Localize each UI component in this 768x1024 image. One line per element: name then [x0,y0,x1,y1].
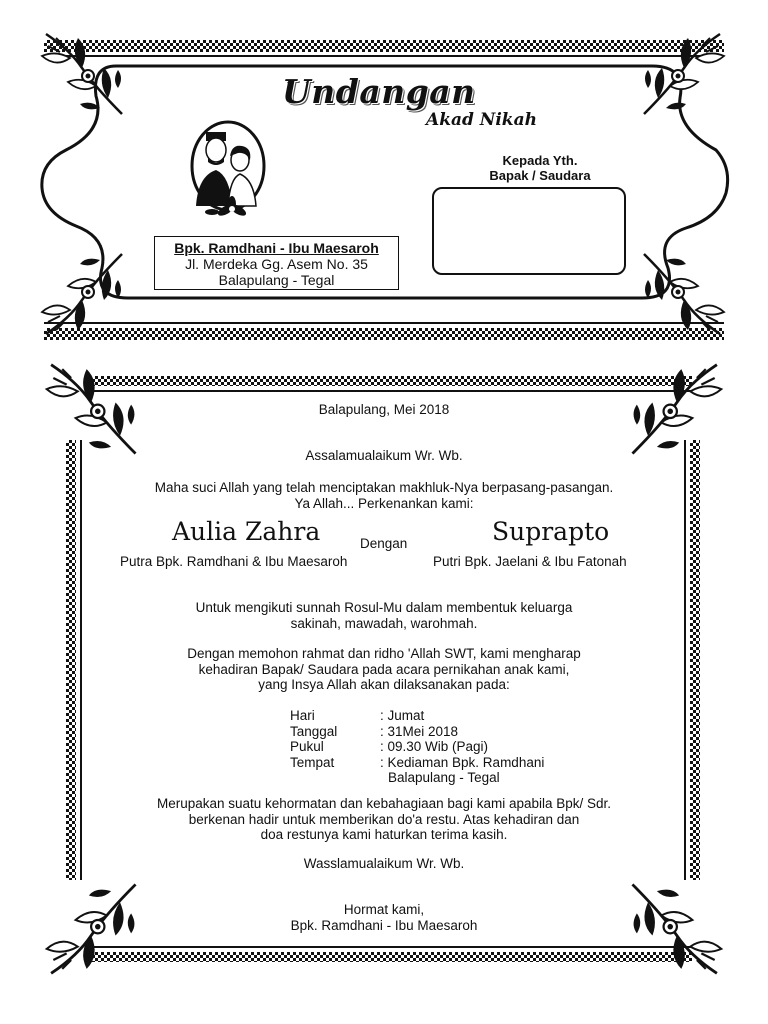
invitation-subtitle: Akad Nikah [426,110,537,130]
purpose-line2: sakinah, mawadah, warohmah. [290,615,478,631]
letter-rule-left [80,440,82,880]
request-paragraph [100,646,668,693]
schedule-row-date [290,724,544,740]
schedule-value: : 09.30 Wib (Pagi) [380,739,489,754]
signature-block [100,902,668,933]
closing-paragraph [100,796,668,843]
couple-portrait-icon [186,118,270,222]
opening-line1: Maha suci Allah yang telah menciptakan makhluk-Nya berpasang-pasangan. [154,480,614,495]
floral-corner-icon [40,358,140,458]
connector-text: Dengan [360,536,408,551]
schedule-label: Tempat [290,754,335,770]
floral-corner-icon [40,880,140,980]
request-line1: Dengan memohon rahmat dan ridho 'Allah SWT, kami mengharap [187,646,581,661]
signatory-name: Bpk. Ramdhani - Ibu Maesaroh [290,917,478,933]
schedule-value: : 31Mei 2018 [380,723,459,739]
letter-rule-top [92,390,692,392]
bride-parents: Putra Bpk. Ramdhani & Ibu Maesaroh [120,554,348,569]
letter-rule-bottom [92,946,692,948]
request-line3: yang Insya Allah akan dilaksanakan pada: [258,677,510,692]
closing-line3: doa restunya kami haturkan terima kasih. [260,827,508,842]
invitation-title: Undangan [282,72,476,111]
schedule-venue-line2: Balapulang - Tegal [388,770,500,785]
letter-border-left [66,440,76,880]
opening-paragraph [100,480,668,511]
closing-line2: berkenan hadir untuk memberikan do'a restu. Atas kehadiran dan [188,811,580,827]
envelope-border-bottom [44,328,724,340]
regards-text: Hormat kami, [343,902,425,917]
bride-name: Aulia Zahra [172,517,321,546]
opening-line2: Ya Allah... Perkenankan kami: [294,495,474,511]
floral-corner-icon [640,250,730,340]
groom-name: Suprapto [492,517,610,546]
request-line2: kehadiran Bapak/ Saudara pada acara pernikahan anak kami, [198,661,570,677]
floral-corner-icon [628,880,728,980]
purpose-paragraph [100,600,668,631]
envelope-rule-bottom [44,322,724,324]
floral-corner-icon [36,28,126,118]
schedule-value: : Kediaman Bpk. Ramdhani [380,754,545,770]
floral-corner-icon [36,250,126,340]
schedule-row-place [290,755,544,771]
letter-border-top [92,376,692,386]
closing-salutation: Wasslamualaikum Wr. Wb. [303,856,465,871]
recipient-address-box [432,187,626,275]
event-schedule [290,708,544,786]
sender-address-box [154,236,399,290]
envelope-rule-top [44,55,724,57]
schedule-row-time [290,739,544,755]
schedule-label: Tanggal [290,723,338,739]
recipient-label-line2: Bapak / Saudara [489,168,591,183]
schedule-row-place-cont [290,770,544,786]
letter-border-right [690,440,700,880]
sender-address-line1: Jl. Merdeka Gg. Asem No. 35 [185,256,368,272]
sender-address-line2: Balapulang - Tegal [218,272,335,288]
schedule-label: Hari [290,708,315,723]
greeting: Assalamualaikum Wr. Wb. [305,448,463,463]
letter-border-bottom [92,952,692,962]
recipient-label-line1: Kepada Yth. [502,153,578,168]
envelope-border-top [44,40,724,52]
sender-name: Bpk. Ramdhani - Ibu Maesaroh [174,240,379,256]
purpose-line1: Untuk mengikuti sunnah Rosul-Mu dalam membentuk keluarga [195,600,573,615]
groom-parents: Putri Bpk. Jaelani & Ibu Fatonah [433,554,627,569]
schedule-row-day [290,708,544,724]
floral-corner-icon [628,358,728,458]
schedule-value: : Jumat [380,708,425,723]
letter-rule-right [684,440,686,880]
letter-body [100,396,668,944]
floral-corner-icon [640,28,730,118]
closing-line1: Merupakan suatu kehormatan dan kebahagiaan bagi kami apabila Bpk/ Sdr. [156,796,612,811]
place-date: Balapulang, Mei 2018 [318,402,450,417]
schedule-label: Pukul [290,739,324,754]
recipient-label [440,153,640,183]
